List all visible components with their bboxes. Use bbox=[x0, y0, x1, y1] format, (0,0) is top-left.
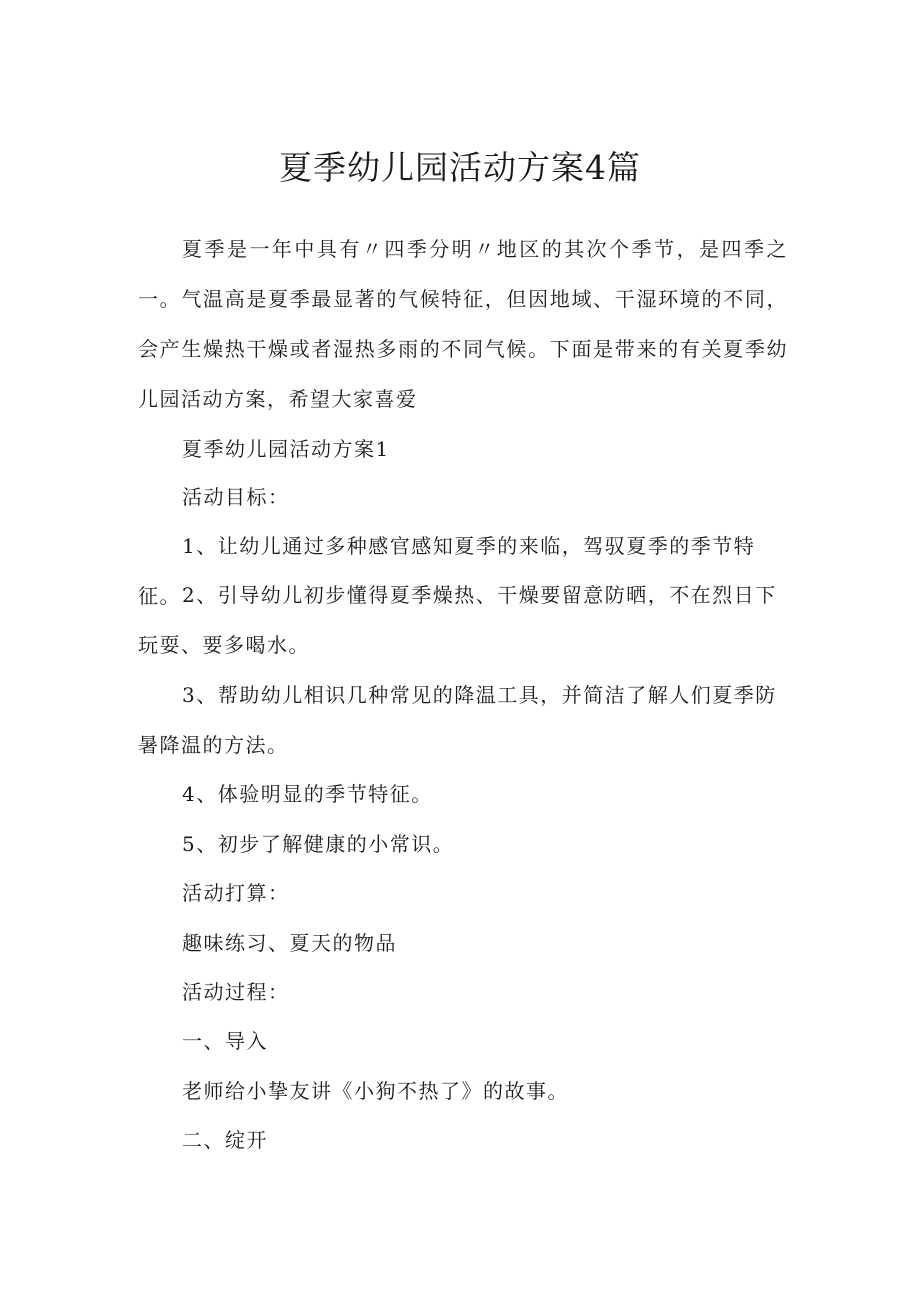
goal-item-1: 1、让幼儿通过多种感官感知夏季的来临，驾驭夏季的季节特征。 bbox=[138, 534, 756, 608]
preparation-text: 趣味练习、夏天的物品 bbox=[182, 931, 397, 955]
goal-item-4: 4、体验明显的季节特征。 bbox=[182, 782, 433, 806]
goal-item-5: 5、初步了解健康的小常识。 bbox=[182, 832, 455, 856]
preparation-heading: 活动打算： bbox=[182, 881, 290, 905]
step-2-heading: 二、绽开 bbox=[182, 1128, 268, 1152]
step-1-text: 老师给小挚友讲《小狗不热了》的故事。 bbox=[182, 1079, 569, 1103]
document-title: 夏季幼儿园活动方案4篇 bbox=[279, 148, 641, 187]
section-heading: 夏季幼儿园活动方案1 bbox=[182, 437, 390, 461]
goal-item-2: 2、引导幼儿初步懂得夏季燥热、干燥要留意防晒，不在烈日下玩耍、要多喝水。 bbox=[138, 583, 777, 657]
process-heading: 活动过程： bbox=[182, 980, 290, 1004]
intro-paragraph: 夏季是一年中具有〃四季分明〃地区的其次个季节，是四季之一。气温高是夏季最显著的气候特征，但因地域、干湿环境的不同，会产生燥热干燥或者湿热多雨的不同气候。下面是带来的有关夏季幼儿园活动方案，希望大家喜爱 bbox=[138, 237, 788, 411]
goal-item-3: 3、帮助幼儿相识几种常见的降温工具，并简洁了解人们夏季防暑降温的方法。 bbox=[138, 683, 777, 757]
step-1-heading: 一、导入 bbox=[182, 1029, 268, 1053]
goals-heading: 活动目标： bbox=[182, 485, 290, 509]
